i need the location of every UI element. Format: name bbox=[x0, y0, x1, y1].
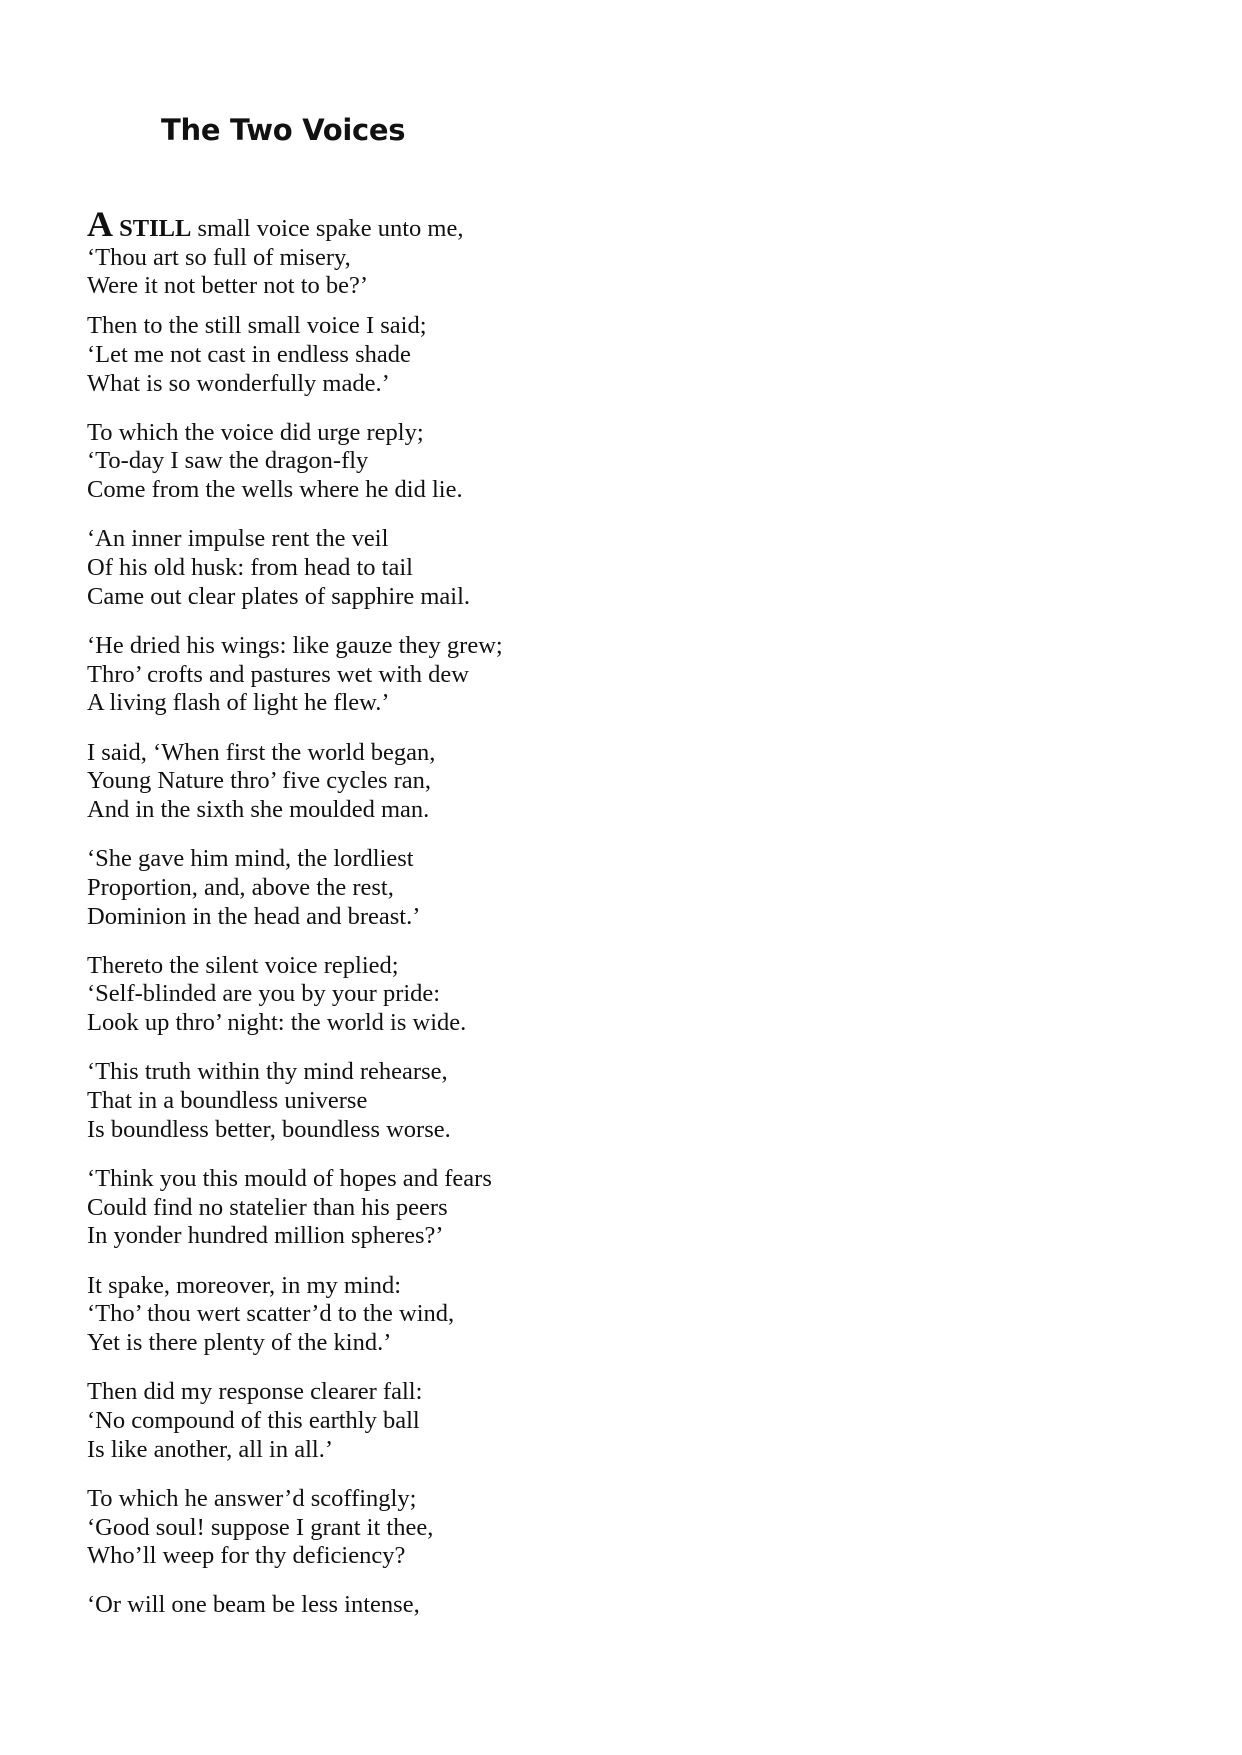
stanza bbox=[87, 952, 1087, 1038]
stanza bbox=[87, 1485, 1087, 1571]
poem-line: ‘Self-blinded are you by your pride: bbox=[87, 980, 441, 1008]
stanza bbox=[87, 312, 1087, 398]
poem-line: ‘Thou art so full of misery, bbox=[87, 243, 351, 271]
poem-line: Proportion, and, above the rest, bbox=[87, 873, 394, 901]
poem-line: A living flash of light he flew.’ bbox=[87, 689, 390, 717]
poem-line: Of his old husk: from head to tail bbox=[87, 554, 413, 582]
poem-line: ‘Think you this mould of hopes and fears bbox=[87, 1164, 492, 1192]
poem-line: In yonder hundred million spheres?’ bbox=[87, 1222, 444, 1250]
poem-line: Came out clear plates of sapphire mail. bbox=[87, 582, 471, 610]
poem-line: ‘An inner impulse rent the veil bbox=[87, 525, 389, 553]
stanza bbox=[87, 204, 1087, 301]
poem-line: Young Nature thro’ five cycles ran, bbox=[87, 767, 432, 795]
drop-initial: A bbox=[87, 204, 113, 244]
poem-line: ‘Tho’ thou wert scatter’d to the wind, bbox=[87, 1300, 455, 1328]
stanza bbox=[87, 632, 1087, 718]
poem-line: Thro’ crofts and pastures wet with dew bbox=[87, 660, 469, 688]
stanza bbox=[87, 845, 1087, 931]
poem-line: Is like another, all in all.’ bbox=[87, 1435, 333, 1463]
poem-line: ‘Let me not cast in endless shade bbox=[87, 340, 411, 368]
stanza bbox=[87, 1165, 1087, 1251]
poem-line: Could find no statelier than his peers bbox=[87, 1193, 448, 1221]
opening-rest: small voice spake unto me, bbox=[191, 215, 464, 242]
poem-line: Is boundless better, boundless worse. bbox=[87, 1115, 451, 1143]
poem-line: ‘To-day I saw the dragon-fly bbox=[87, 447, 369, 475]
stanza bbox=[87, 525, 1087, 611]
poem-line: Dominion in the head and breast.’ bbox=[87, 902, 421, 930]
poem-line: ‘Or will one beam be less intense, bbox=[87, 1591, 420, 1619]
poem-line: Come from the wells where he did lie. bbox=[87, 476, 463, 504]
poem-line: To which he answer’d scoffingly; bbox=[87, 1484, 417, 1512]
poem-line: ‘This truth within thy mind rehearse, bbox=[87, 1058, 448, 1086]
poem-line: Who’ll weep for thy deficiency? bbox=[87, 1542, 406, 1570]
poem-line: I said, ‘When first the world began, bbox=[87, 738, 436, 766]
poem-line: Then did my response clearer fall: bbox=[87, 1378, 423, 1406]
poem-line: ‘No compound of this earthly ball bbox=[87, 1406, 420, 1434]
stanza bbox=[87, 419, 1087, 505]
poem-title: The Two Voices bbox=[161, 113, 406, 147]
poem-line: To which the voice did urge reply; bbox=[87, 418, 424, 446]
poem-body bbox=[87, 204, 1087, 1641]
poem-line: That in a boundless universe bbox=[87, 1087, 368, 1115]
poem-line: Were it not better not to be?’ bbox=[87, 272, 369, 300]
poem-line: ‘She gave him mind, the lordliest bbox=[87, 845, 414, 873]
poem-line: It spake, moreover, in my mind: bbox=[87, 1271, 402, 1299]
poem-line: What is so wonderfully made.’ bbox=[87, 369, 390, 397]
stanza bbox=[87, 1591, 1087, 1620]
poem-line: Yet is there plenty of the kind.’ bbox=[87, 1329, 392, 1356]
poem-line: ‘Good soul! suppose I grant it thee, bbox=[87, 1513, 434, 1541]
stanza bbox=[87, 1058, 1087, 1144]
stanza bbox=[87, 1272, 1087, 1358]
opening-smallcaps: STILL bbox=[113, 215, 192, 242]
poem-line: And in the sixth she moulded man. bbox=[87, 795, 430, 823]
stanza bbox=[87, 739, 1087, 825]
stanza bbox=[87, 1378, 1087, 1464]
poem-line: Look up thro’ night: the world is wide. bbox=[87, 1009, 467, 1037]
poem-line: Thereto the silent voice replied; bbox=[87, 951, 399, 979]
poem-line: ‘He dried his wings: like gauze they grew; bbox=[87, 631, 503, 659]
poem-line-opening bbox=[87, 204, 1087, 244]
poem-line: Then to the still small voice I said; bbox=[87, 312, 427, 340]
